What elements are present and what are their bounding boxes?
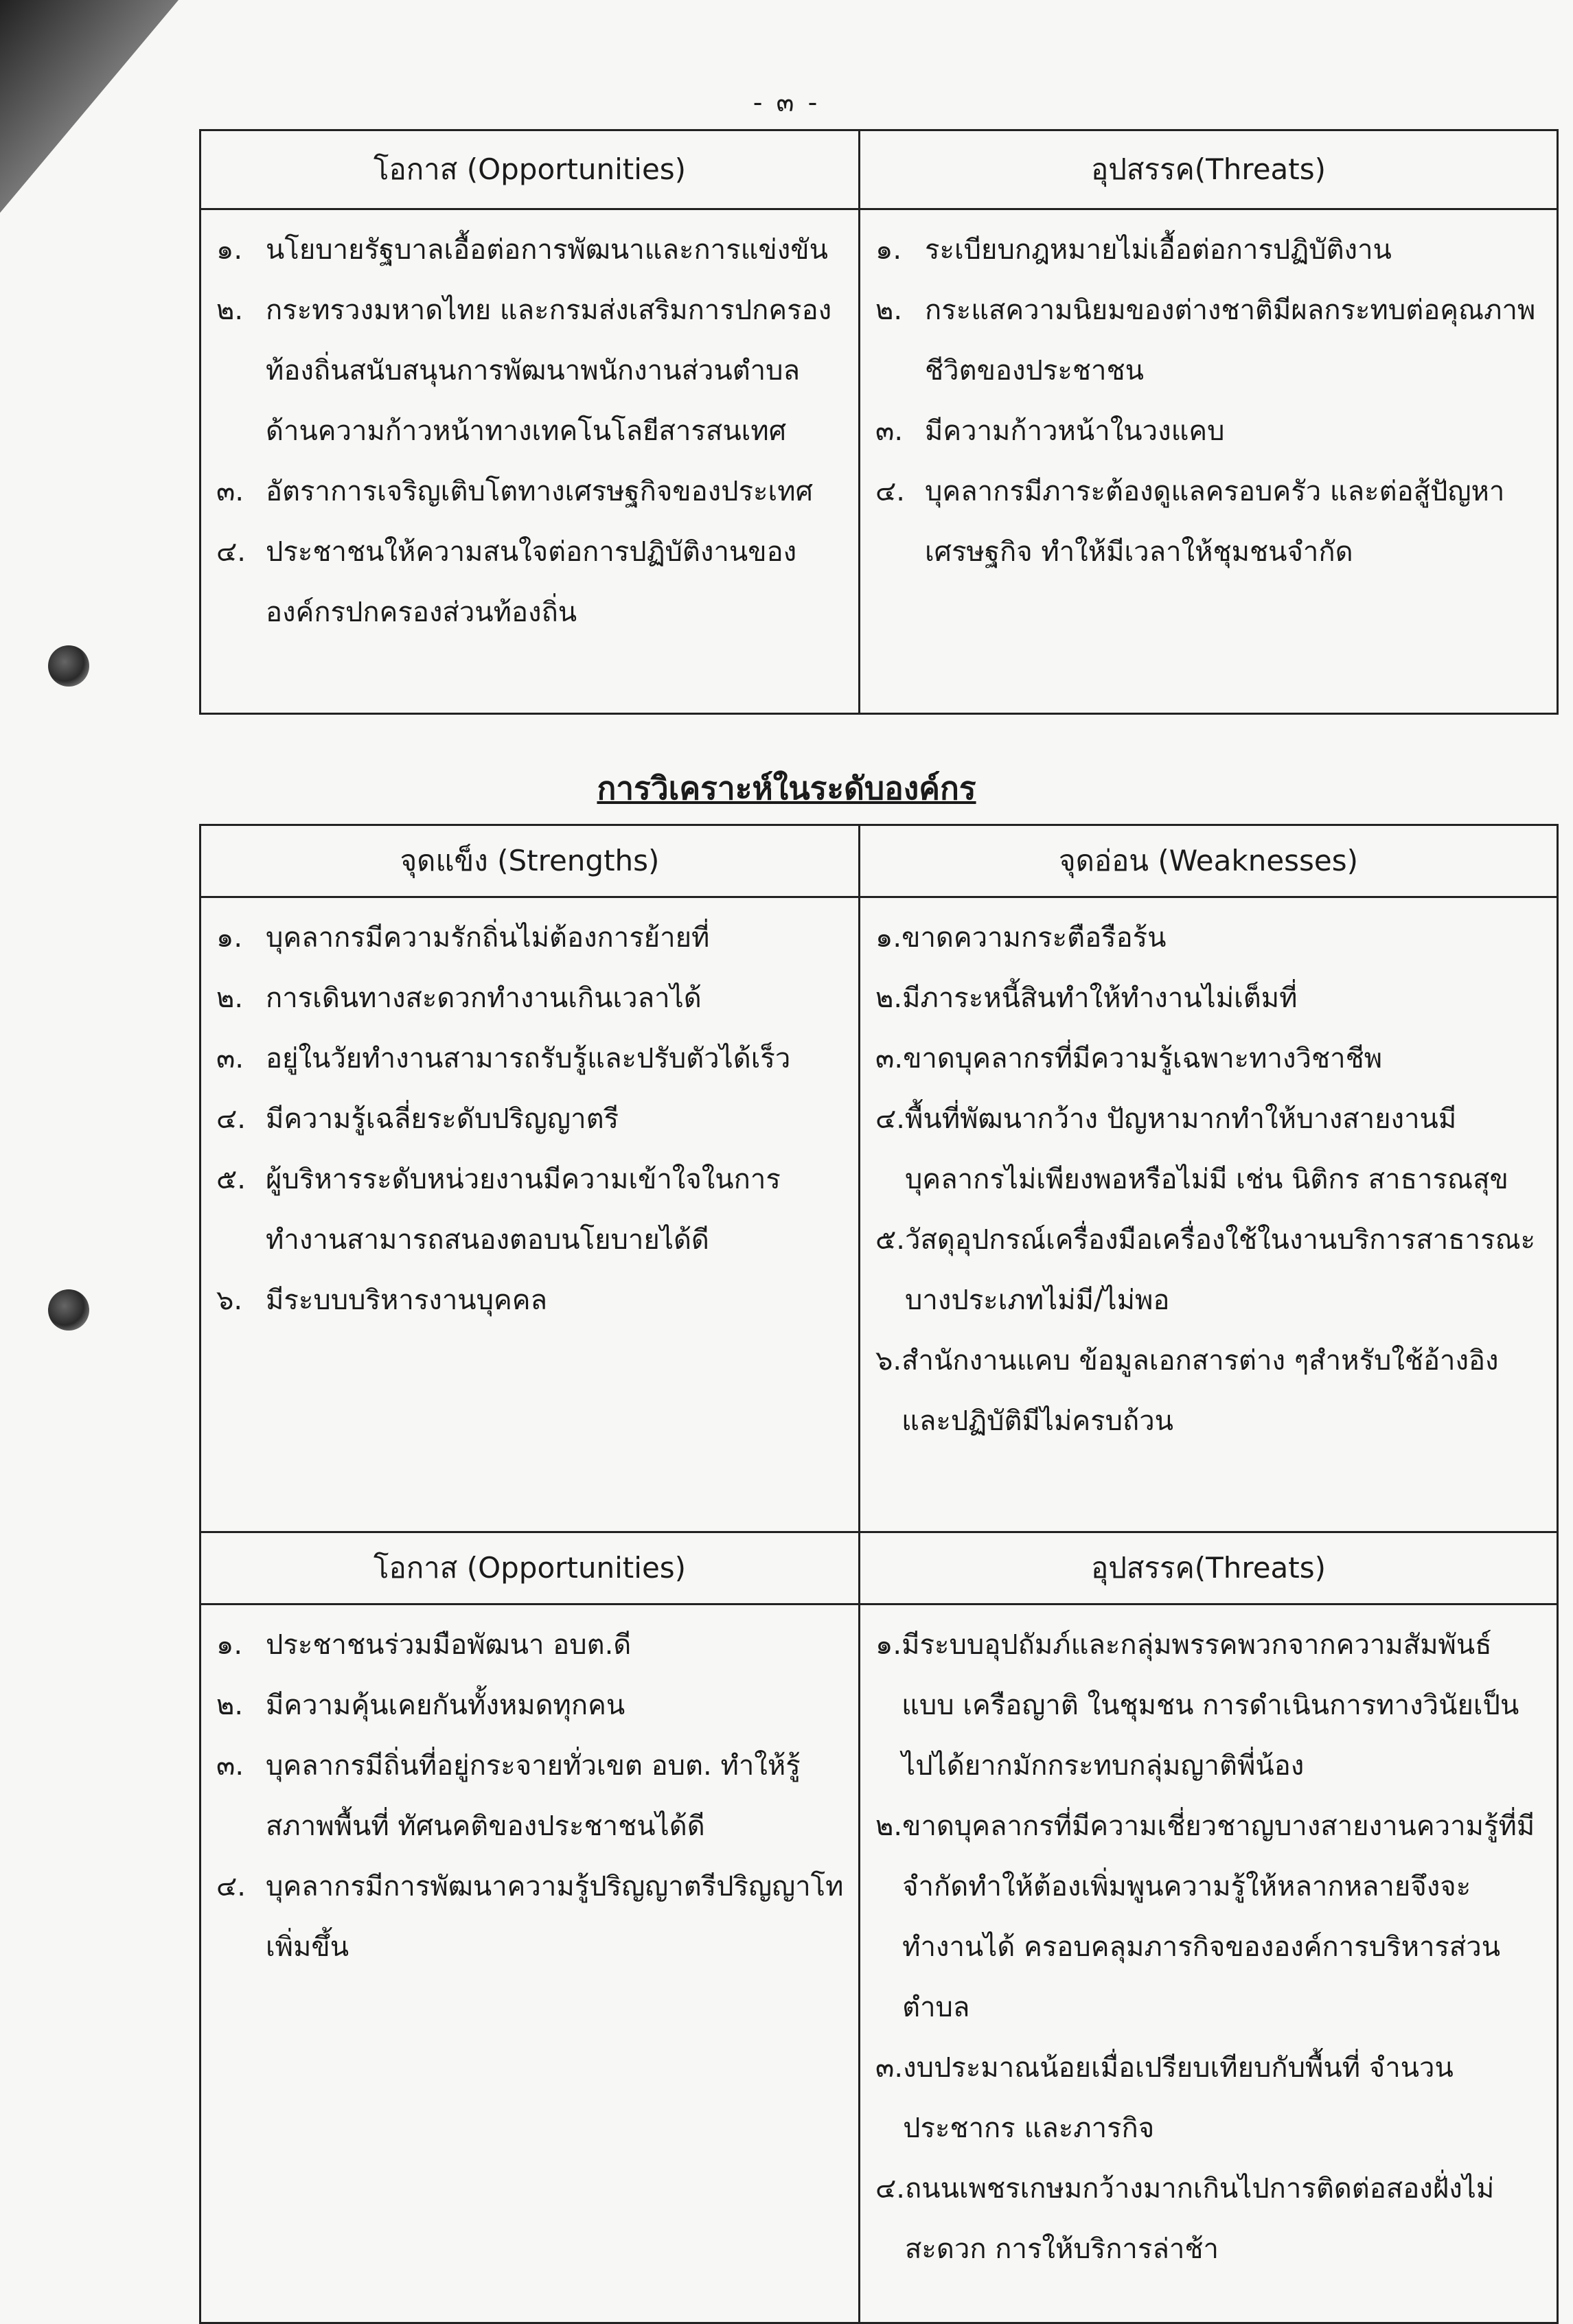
list-item	[216, 1615, 846, 1675]
threats-list	[875, 220, 1544, 582]
item-number: ๑.	[875, 234, 902, 266]
item-number: ๓.	[216, 476, 244, 507]
item-text: ถนนเพชรเกษมกว้างมากเกินไปการติดต่อสองฝั่งไม่สะดวก การให้บริการล่าช้า	[905, 2173, 1495, 2265]
item-text: มีความคุ้นเคยกันทั้งหมดทุกคน	[266, 1690, 625, 1721]
item-text: มีความก้าวหน้าในวงแคบ	[925, 415, 1225, 447]
list-item	[216, 461, 846, 522]
item-number: ๒.	[875, 1810, 903, 1842]
item-number: ๖.	[875, 1345, 902, 1377]
item-text: ประชาชนให้ความสนใจต่อการปฏิบัติงานขององค์กรปกครองส่วนท้องถิ่น	[266, 536, 797, 628]
item-text: ระเบียบกฎหมายไม่เอื้อต่อการปฏิบัติงาน	[925, 234, 1392, 266]
org-threats-header: อุปสรรค(Threats)	[860, 1532, 1558, 1604]
punch-hole-bottom	[48, 1289, 89, 1331]
org-threats-list	[875, 1615, 1544, 2279]
item-text: พื้นที่พัฒนากว้าง ปัญหามากทำให้บางสายงานมีบุคลากรไม่เพียงพอหรือไม่มี เช่น นิติกร สาธารณสุข	[905, 1103, 1508, 1195]
threats-cell	[860, 209, 1558, 714]
item-text: การเดินทางสะดวกทำงานเกินเวลาได้	[266, 982, 702, 1014]
item-number: ๕.	[875, 1224, 905, 1256]
item-text: อยู่ในวัยทำงานสามารถรับรู้และปรับตัวได้เร็ว	[266, 1043, 791, 1074]
item-text: บุคลากรมีการพัฒนาความรู้ปริญญาตรีปริญญาโทเพิ่มขึ้น	[266, 1871, 844, 1963]
item-text: มีระบบอุปถัมภ์และกลุ่มพรรคพวกจากความสัมพันธ์แบบ เครือญาติ ในชุมชน การดำเนินการทางวินัยเป็นไปได้ยากมักกระทบกลุ่มญาติพี่น้อง	[902, 1629, 1519, 1782]
item-number: ๓.	[216, 1750, 244, 1782]
item-text: ประชาชนร่วมมือพัฒนา อบต.ดี	[266, 1629, 632, 1661]
list-item	[875, 2038, 1544, 2159]
item-number: ๕.	[216, 1164, 246, 1195]
item-text: มีความรู้เฉลี่ยระดับปริญญาตรี	[266, 1103, 619, 1135]
list-item	[875, 968, 1544, 1028]
item-number: ๑.	[216, 922, 243, 954]
list-item	[875, 1796, 1544, 2038]
list-item	[875, 401, 1544, 461]
item-text: สำนักงานแคบ ข้อมูลเอกสารต่าง ๆสำหรับใช้อ้างอิงและปฏิบัติมีไม่ครบถ้วน	[902, 1345, 1499, 1437]
item-number: ๖.	[216, 1285, 243, 1316]
list-item	[216, 1675, 846, 1736]
item-number: ๔.	[875, 1103, 905, 1135]
item-text: ขาดบุคลากรที่มีความรู้เฉพาะทางวิชาชีพ	[903, 1043, 1383, 1074]
list-item	[216, 1028, 846, 1089]
opportunities-list	[216, 220, 846, 643]
item-text: มีภาระหนี้สินทำให้ทำงานไม่เต็มที่	[902, 982, 1298, 1014]
list-item	[216, 1270, 846, 1331]
list-item	[875, 1331, 1544, 1451]
item-text: วัสดุอุปกรณ์เครื่องมือเครื่องใช้ในงานบริการสาธารณะบางประเภทไม่มี/ไม่พอ	[905, 1224, 1536, 1316]
item-number: ๓.	[875, 415, 904, 447]
org-threats-cell	[860, 1604, 1558, 2323]
org-opportunities-header: โอกาส (Opportunities)	[200, 1532, 860, 1604]
item-text: กระแสความนิยมของต่างชาติมีผลกระทบต่อคุณภาพชีวิตของประชาชน	[925, 295, 1536, 387]
item-number: ๒.	[216, 295, 244, 326]
list-item	[875, 280, 1544, 401]
item-text: บุคลากรมีภาระต้องดูแลครอบครัว และต่อสู้ปัญหาเศรษฐกิจ ทำให้มีเวลาให้ชุมชนจำกัด	[925, 476, 1505, 568]
list-item	[875, 1028, 1544, 1089]
item-number: ๔.	[216, 1103, 246, 1135]
item-number: ๑.	[875, 1629, 902, 1661]
strengths-header: จุดแข็ง (Strengths)	[200, 825, 860, 897]
section-title: การวิเคราะห์ในระดับองค์กร	[597, 770, 976, 807]
item-number: ๒.	[875, 982, 903, 1014]
item-text: อัตราการเจริญเติบโตทางเศรษฐกิจของประเทศ	[266, 476, 813, 507]
list-item	[875, 220, 1544, 280]
item-text: งบประมาณน้อยเมื่อเปรียบเทียบกับพื้นที่ จำนวนประชากร และภารกิจ	[903, 2052, 1454, 2144]
item-text: บุคลากรมีถิ่นที่อยู่กระจายทั่วเขต อบต. ทำให้รู้สภาพพื้นที่ ทัศนคติของประชาชนได้ดี	[266, 1750, 801, 1842]
list-item	[216, 968, 846, 1028]
list-item	[875, 461, 1544, 582]
item-text: ขาดบุคลากรที่มีความเชี่ยวชาญบางสายงานความรู้ที่มีจำกัดทำให้ต้องเพิ่มพูนความรู้ให้หลากหลายจึงจะทำงานได้ ครอบคลุมภารกิจขององค์การบริหารส่วนตำบล	[902, 1810, 1535, 2023]
item-number: ๑.	[875, 922, 902, 954]
item-number: ๔.	[216, 1871, 246, 1902]
item-number: ๔.	[875, 476, 905, 507]
item-number: ๒.	[216, 1690, 244, 1721]
strengths-list	[216, 908, 846, 1331]
threats-header: อุปสรรค(Threats)	[860, 130, 1558, 209]
item-text: กระทรวงมหาดไทย และกรมส่งเสริมการปกครองท้องถิ่นสนับสนุนการพัฒนาพนักงานส่วนตำบลด้านความก้าวหน้าทางเทคโนโลยีสารสนเทศ	[266, 295, 832, 447]
list-item	[875, 1615, 1544, 1796]
list-item	[216, 1856, 846, 1977]
weaknesses-cell	[860, 897, 1558, 1532]
list-item	[216, 1149, 846, 1270]
list-item	[216, 1089, 846, 1149]
item-text: มีระบบบริหารงานบุคคล	[266, 1285, 548, 1316]
item-number: ๑.	[216, 234, 243, 266]
list-item	[875, 1089, 1544, 1210]
list-item	[875, 2159, 1544, 2279]
weaknesses-list	[875, 908, 1544, 1451]
list-item	[216, 280, 846, 461]
org-opportunities-cell	[200, 1604, 860, 2323]
item-number: ๓.	[216, 1043, 244, 1074]
weaknesses-header: จุดอ่อน (Weaknesses)	[860, 825, 1558, 897]
item-number: ๓.	[875, 2052, 904, 2084]
list-item	[216, 908, 846, 968]
punch-hole-top	[48, 645, 89, 687]
item-number: ๑.	[216, 1629, 243, 1661]
list-item	[875, 908, 1544, 968]
item-number: ๓.	[875, 1043, 904, 1074]
item-text: ขาดความกระตือรือร้น	[902, 922, 1167, 954]
item-number: ๒.	[875, 295, 903, 326]
item-number: ๔.	[216, 536, 246, 568]
swot-table-organization	[199, 824, 1559, 2324]
list-item	[216, 220, 846, 280]
swot-table-external	[199, 129, 1559, 715]
org-opportunities-list	[216, 1615, 846, 1977]
opportunities-cell	[200, 209, 860, 714]
list-item	[216, 1736, 846, 1856]
item-number: ๔.	[875, 2173, 905, 2205]
list-item	[216, 522, 846, 643]
strengths-cell	[200, 897, 860, 1532]
item-text: นโยบายรัฐบาลเอื้อต่อการพัฒนาและการแข่งขัน	[266, 234, 828, 266]
item-text: บุคลากรมีความรักถิ่นไม่ต้องการย้ายที่	[266, 922, 710, 954]
page-number: - ๓ -	[753, 87, 820, 117]
list-item	[875, 1210, 1544, 1331]
item-number: ๒.	[216, 982, 244, 1014]
item-text: ผู้บริหารระดับหน่วยงานมีความเข้าใจในการทำงานสามารถสนองตอบนโยบายได้ดี	[266, 1164, 781, 1256]
opportunities-header: โอกาส (Opportunities)	[200, 130, 860, 209]
